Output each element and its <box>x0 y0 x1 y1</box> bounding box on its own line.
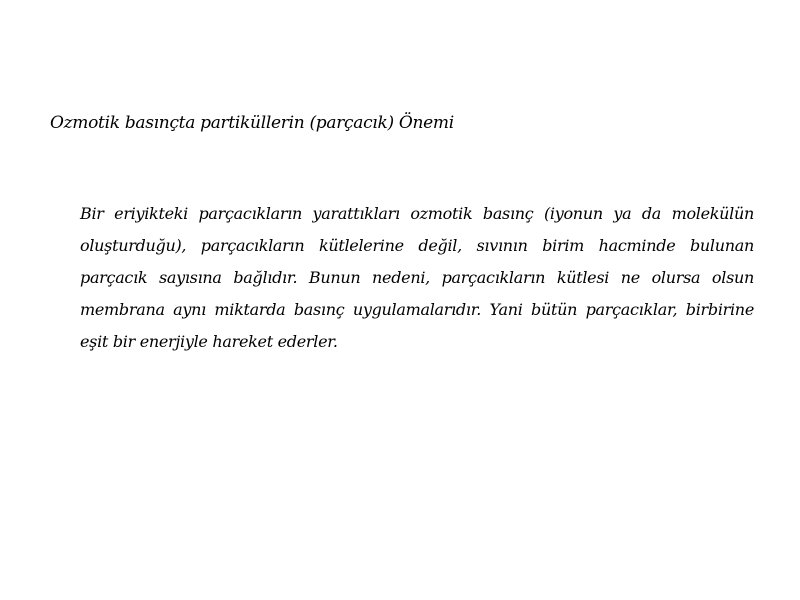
body-paragraph: Bir eriyikteki parçacıkların yarattıkları ozmotik basınç (iyonun ya da molekülün oluşturduğu), parçacıkların kütlelerine değil, sıvının birim hacminde bulunan parçacık sayısına bağlıdır. Bunun nedeni, parçacıkların kütlesi ne olursa olsun membrana aynı miktarda basınç uygulamalarıdır. Yani bütün parçacıklar, birbirine eşit bir enerjiyle hareket ederler. <box>80 204 754 351</box>
section-heading: Ozmotik basınçta partiküllerin (parçacık) Önemi <box>50 113 454 133</box>
